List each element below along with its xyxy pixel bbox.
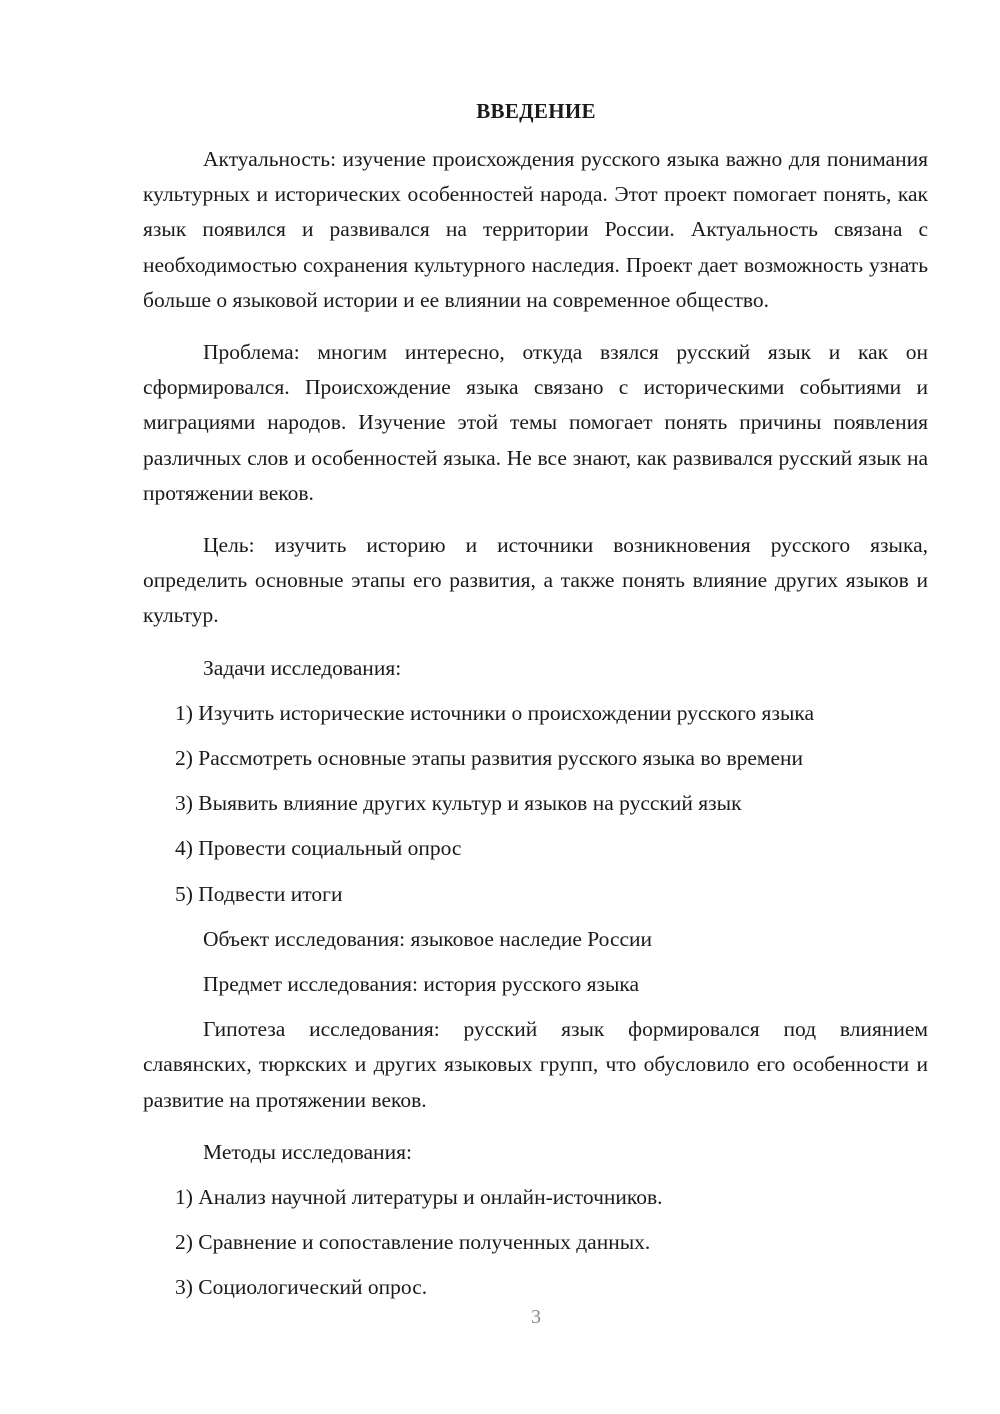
page-body: [143, 142, 928, 1316]
task-item: 1) Изучить исторические источники о происхождении русского языка: [175, 700, 815, 725]
task-item: 4) Провести социальный опрос: [175, 836, 462, 861]
task-item: 3) Выявить влияние других культур и языков на русский язык: [175, 791, 742, 816]
research-subject: Предмет исследования: история русского языка: [203, 972, 640, 997]
goal-paragraph: Цель: изучить историю и источники возникновения русского языка, определить основные этапы его развития, а также понять влияние других языков и культур.: [143, 533, 928, 628]
task-item: 5) Подвести итоги: [175, 881, 343, 906]
methods-heading: Методы исследования:: [203, 1139, 412, 1164]
research-object: Объект исследования: языковое наследие России: [203, 926, 653, 951]
page-number: 3: [531, 1306, 541, 1328]
task-item: 2) Рассмотреть основные этапы развития русского языка во времени: [175, 746, 804, 771]
hypothesis-paragraph: Гипотеза исследования: русский язык формировался под влиянием славянских, тюркских и других языковых групп, что обусловило его особенности и развитие на протяжении веков.: [143, 1017, 928, 1112]
method-item: 3) Социологический опрос.: [175, 1275, 428, 1300]
section-title: ВВЕДЕНИЕ: [476, 99, 596, 123]
method-item: 1) Анализ научной литературы и онлайн-источников.: [175, 1185, 663, 1210]
problem-paragraph: Проблема: многим интересно, откуда взялся русский язык и как он сформировался. Происхождение языка связано с историческими событиями и миграциями народов. Изучение этой темы помогает понять причины появления различных слов и особенностей языка. Не все знают, как развивался русский язык на протяжении веков.: [143, 340, 928, 505]
tasks-heading: Задачи исследования:: [203, 655, 402, 680]
relevance-paragraph: Актуальность: изучение происхождения русского языка важно для понимания культурных и исторических особенностей народа. Этот проект помогает понять, как язык появился и развивался на территории России. Актуальность связана с необходимостью сохранения культурного наследия. Проект дает возможность узнать больше о языковой истории и ее влиянии на современное общество.: [143, 147, 928, 312]
method-item: 2) Сравнение и сопоставление полученных данных.: [175, 1230, 651, 1255]
